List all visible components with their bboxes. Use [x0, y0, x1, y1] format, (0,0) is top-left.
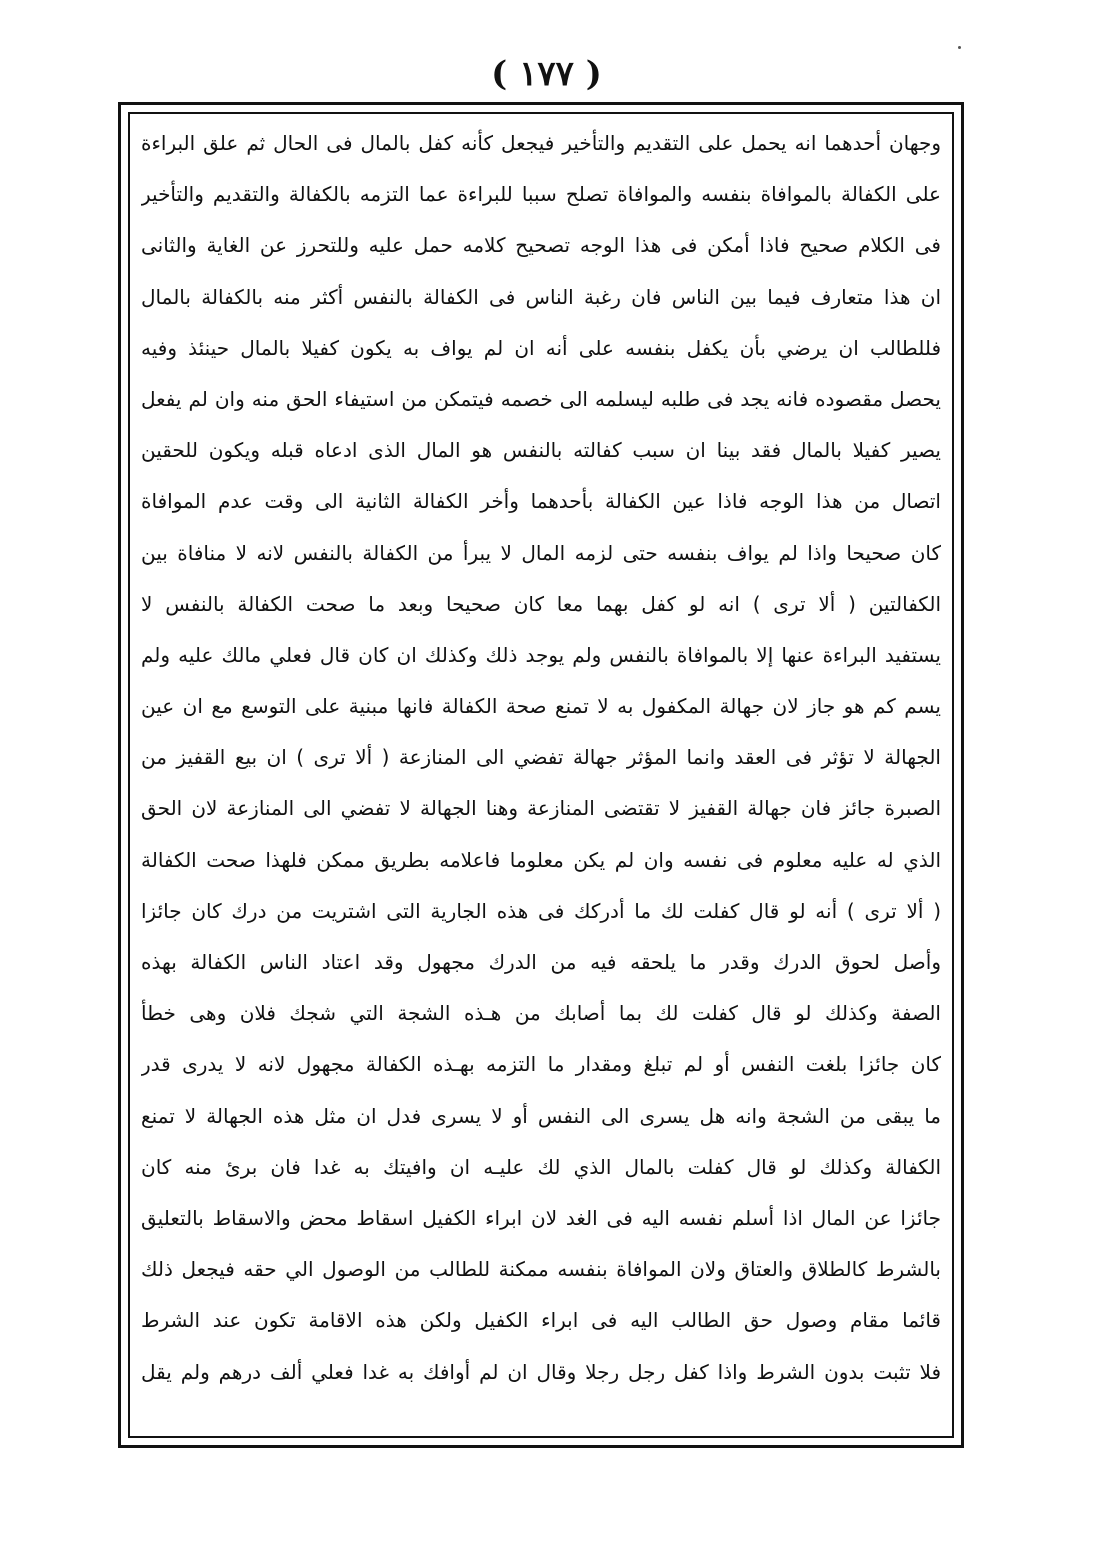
text-line: يصير كفيلا بالمال فقد بينا ان سبب كفالته بالنفس هو المال الذى ادعاه قبله ويكون للحقين	[141, 438, 941, 463]
text-line: قائما مقام وصول حق الطالب اليه فى ابراء الكفيل ولكن هذه الاقامة تكون عند الشرط	[141, 1308, 941, 1333]
text-line: ( ألا ترى ) أنه لو قال كفلت لك ما أدركك فى هذه الجارية التى اشتريت من درك كان جائزا	[141, 898, 941, 923]
text-line: يحصل مقصوده فانه يجد فى طلبه ليسلمه الى خصمه فيتمكن من استيفاء الحق منه وان لم يفعل	[141, 386, 941, 411]
text-line: جائزا عن المال اذا أسلم نفسه اليه فى الغد لان ابراء الكفيل اسقاط محض والاسقاط بالتعليق	[141, 1205, 941, 1230]
text-line: على الكفالة بالموافاة بنفسه والموافاة تصلح سببا للبراءة عما التزمه بالكفالة والتقديم والتأخير	[141, 182, 941, 207]
text-line: فى الكلام صحيح فاذا أمكن فى هذا الوجه تصحيح كلامه حمل عليه وللتحرز عن الغاية والثانى	[141, 233, 941, 258]
text-line: يسم كم هو جاز لان جهالة المكفول به لا تمنع صحة الكفالة فانها مبنية على التوسع مع ان عين	[141, 694, 941, 719]
text-line: وأصل لحوق الدرك وقدر ما يلحقه فيه من الدرك مجهول وقد اعتاد الناس الكفالة بهذه	[141, 950, 941, 974]
text-line: فلا تثبت بدون الشرط واذا كفل رجل رجلا وقال ان لم أوافك به غدا فعلي ألف درهم ولم يقل	[141, 1359, 941, 1384]
text-line: الجهالة لا تؤثر فى العقد وانما المؤثر جهالة تفضي الى المنازعة ( ألا ترى ) ان بيع القفيز من	[141, 745, 941, 770]
text-line: الكفالة وكذلك لو قال كفلت بالمال الذي لك عليـه ان وافيتك به غدا فان برئ منه كان	[141, 1154, 941, 1179]
text-line: اتصال من هذا الوجه فاذا عين الكفالة بأحدهما وأخر الكفالة الثانية الى وقت عدم الموافاة	[141, 489, 941, 514]
text-line: بالشرط كالطلاق والعتاق ولان الموافاة بنفسه ممكنة للطالب من الوصول الي حقه فيجعل ذلك	[141, 1257, 941, 1282]
text-line: ان هذا متعارف فيما بين الناس فان رغبة الناس فى الكفالة بالنفس أكثر منه بالكفالة بالمال	[141, 284, 941, 309]
page-number: ( ١٧٧ )	[491, 54, 602, 94]
text-line: وجهان أحدهما انه يحمل على التقديم والتأخير فيجعل كأنه كفل بالمال فى الحال ثم علق البراءة	[141, 131, 941, 155]
text-line: كان جائزا بلغت النفس أو لم تبلغ ومقدار ما التزمه بهـذه الكفالة مجهول لانه لا يدرى قدر	[141, 1052, 941, 1077]
text-line: ما يبقى من الشجة وانه هل يسرى الى النفس أو لا يسرى فدل ان مثل هذه الجهالة لا تمنع	[141, 1103, 941, 1128]
text-line: الصبرة جائز فان جهالة القفيز لا تقتضى المنازعة وهنا الجهالة لا تفضي الى المنازعة لان الحق	[141, 796, 941, 821]
text-line: كان صحيحا واذا لم يواف بنفسه حتى لزمه المال لا يبرأ من الكفالة بالنفس لانه لا منافاة بين	[141, 540, 941, 565]
text-line: فللطالب ان يرضي بأن يكفل بنفسه على أنه ان لم يواف به يكون كفيلا بالمال حينئذ وفيه	[141, 335, 941, 360]
text-line: الذي له عليه معلوم فى نفسه وان لم يكن معلوما فاعلامه بطريق ممكن فلهذا صحت الكفالة	[141, 847, 941, 872]
text-line: الكفالتين ( ألا ترى ) انه لو كفل بهما معا كان صحيحا وبعد ما صحت الكفالة بالنفس لا	[141, 591, 941, 616]
body-text	[141, 118, 941, 1443]
scan-speck	[958, 46, 961, 49]
text-line: يستفيد البراءة عنها إلا بالموافاة بالنفس ولم يوجد ذلك وكذلك ان كان قال فعلي مالك عليه ولم	[141, 642, 941, 667]
text-line: الصفة وكذلك لو قال كفلت لك بما أصابك من هـذه الشجة التي شجك فلان وهى خطأ	[141, 1001, 941, 1026]
